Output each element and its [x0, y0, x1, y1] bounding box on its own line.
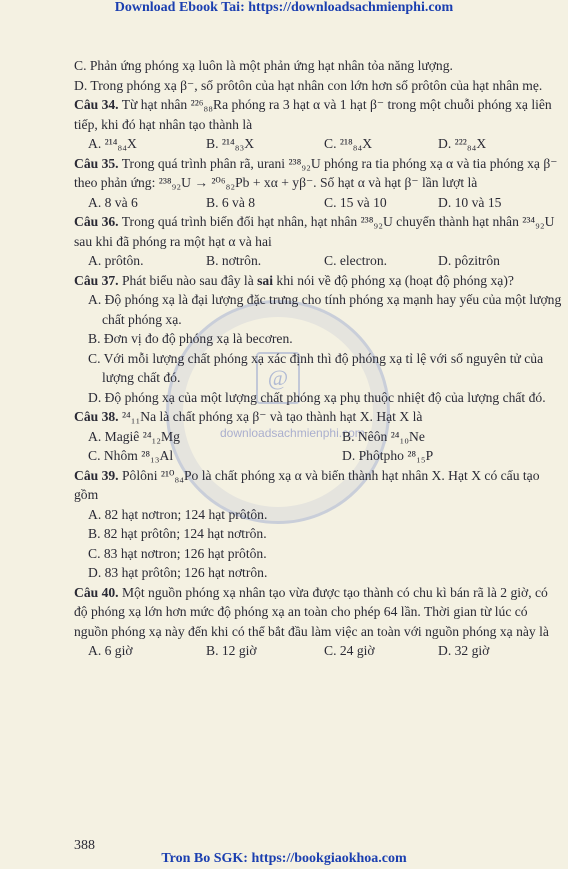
- question-text: ²⁴₁₁Na là chất phóng xạ β⁻ và tạo thành hạt X. Hạt X là: [121, 409, 423, 424]
- options-34: [74, 134, 564, 154]
- question-text-cont: khi nói về độ phóng xạ (hoạt độ phóng xạ)?: [276, 272, 514, 288]
- option-b: B. ²¹⁴₈₃X: [206, 136, 255, 151]
- question-number: Câu 35.: [74, 155, 119, 171]
- question-text: Một nguồn phóng xạ nhân tạo vừa được tạo thành có chu kì bán rã là 2 giờ, có độ phóng xạ lớn hơn mức độ phóng xạ an toàn cho phép 64 lần. Thời gian từ lúc có nguồn phóng xạ này đến khi có thể bắt đầu làm việc an toàn với nguồn phóng xạ này là: [74, 584, 549, 639]
- option-c: C. 83 hạt nơtron; 126 hạt prôtôn.: [88, 545, 267, 561]
- option-c: C. Với mỗi lượng chất phóng xạ xác định thì độ phóng xạ tỉ lệ với số nguyên tử của lượng chất đó.: [88, 350, 544, 385]
- question-text: Trong quá trình biến đổi hạt nhân, hạt nhân ²³⁸₉₂U chuyển thành hạt nhân ²³⁴₉₂U sau khi đã phóng ra một hạt α và hai: [74, 214, 555, 249]
- page-content: [74, 56, 564, 661]
- question-number: Câu 37.: [74, 272, 119, 288]
- option-a: A. 8 và 6: [88, 194, 138, 210]
- question-40: [74, 583, 564, 642]
- options-40: [74, 641, 564, 661]
- question-number: Câu 38.: [74, 409, 119, 424]
- carry-option-d: D. Trong phóng xạ β⁻, số prôtôn của hạt nhân con lớn hơn số prôtôn của hạt nhân mẹ.: [74, 77, 543, 93]
- question-39: [74, 466, 564, 505]
- option-d: D. 32 giờ: [438, 643, 490, 658]
- option-c: C. electron.: [324, 253, 388, 268]
- option-b: B. Nêôn ²⁴₁₀Ne: [342, 428, 425, 444]
- option-c: C. 15 và 10: [324, 194, 387, 210]
- question-35: [74, 154, 564, 193]
- footer-banner[interactable]: Tron Bo SGK: https://bookgiaokhoa.com: [161, 851, 407, 866]
- options-38-row2: [74, 446, 564, 466]
- option-b: B. nơtrôn.: [206, 253, 262, 268]
- option-d: D. ²²²₈₄X: [438, 136, 487, 151]
- option-a: A. Độ phóng xạ là đại lượng đặc trưng cho tính phóng xạ mạnh hay yếu của một lượng chất phóng xạ.: [88, 292, 562, 327]
- option-c: C. ²¹⁸₈₄X: [324, 136, 373, 151]
- option-c: C. Nhôm ²⁸₁₃Al: [88, 448, 174, 463]
- option-b: B. 6 và 8: [206, 194, 256, 210]
- carry-option-c: C. Phản ứng phóng xạ luôn là một phản ứng hạt nhân tỏa năng lượng.: [74, 58, 453, 73]
- header-banner[interactable]: Download Ebook Tai: https://downloadsachmienphi.com: [114, 0, 454, 15]
- option-d: D. pôzitrôn: [438, 253, 500, 268]
- option-d: D. Độ phóng xạ của một lượng chất phóng xạ phụ thuộc nhiệt độ của lượng chất đó.: [88, 389, 546, 405]
- options-38-row1: [74, 427, 564, 447]
- option-a: A. Magiê ²⁴₁₂Mg: [88, 428, 180, 444]
- question-number: Câu 39.: [74, 467, 119, 483]
- option-c: C. 24 giờ: [324, 643, 375, 658]
- watermark-logo-icon: @: [256, 352, 300, 404]
- option-a: A. prôtôn.: [88, 253, 144, 268]
- question-37: [74, 271, 564, 291]
- options-35: [74, 193, 564, 213]
- question-36: [74, 212, 564, 251]
- question-number: Câu 36.: [74, 214, 119, 229]
- page-number: 388: [74, 838, 95, 853]
- question-text: Phát biểu nào sau đây là: [121, 272, 254, 288]
- options-36: [74, 251, 564, 271]
- question-number: Câu 40.: [74, 584, 119, 600]
- option-d: D. 10 và 15: [438, 194, 502, 210]
- question-text: Trong quá trình phân rã, urani ²³⁸₉₂U phóng ra tia phóng xạ α và tia phóng xạ β⁻ theo phản ứng: ²³⁸₉₂U → ²⁰⁶₈₂Pb + xα + yβ⁻. Số hạt α và hạt β⁻ lần lượt là: [74, 155, 558, 190]
- option-a: A. ²¹⁴₈₄X: [88, 136, 137, 151]
- option-b: B. 12 giờ: [206, 643, 257, 658]
- option-d: D. 83 hạt prôtôn; 126 hạt nơtrôn.: [88, 565, 268, 580]
- watermark-text: downloadsachmienphi.com: [220, 426, 365, 440]
- emphasis-sai: sai: [257, 272, 274, 288]
- option-b: B. Đơn vị đo độ phóng xạ là becơren.: [88, 331, 293, 346]
- option-b: B. 82 hạt prôtôn; 124 hạt nơtrôn.: [88, 526, 267, 541]
- option-a: A. 82 hạt nơtron; 124 hạt prôtôn.: [88, 506, 268, 522]
- option-a: A. 6 giờ: [88, 643, 133, 658]
- option-d: D. Phôtpho ²⁸₁₅P: [342, 448, 434, 463]
- question-text: Pôlôni ²¹⁰₈₄Po là chất phóng xạ α và biến thành hạt nhân X. Hạt X có cấu tạo gồm: [74, 467, 540, 502]
- question-text: Từ hạt nhân ²²⁶₈₈Ra phóng ra 3 hạt α và 1 hạt β⁻ trong một chuỗi phóng xạ liên tiếp, khi đó hạt nhân tạo thành là: [74, 97, 552, 132]
- question-38: [74, 407, 564, 427]
- question-number: Câu 34.: [74, 97, 119, 112]
- question-34: [74, 95, 564, 134]
